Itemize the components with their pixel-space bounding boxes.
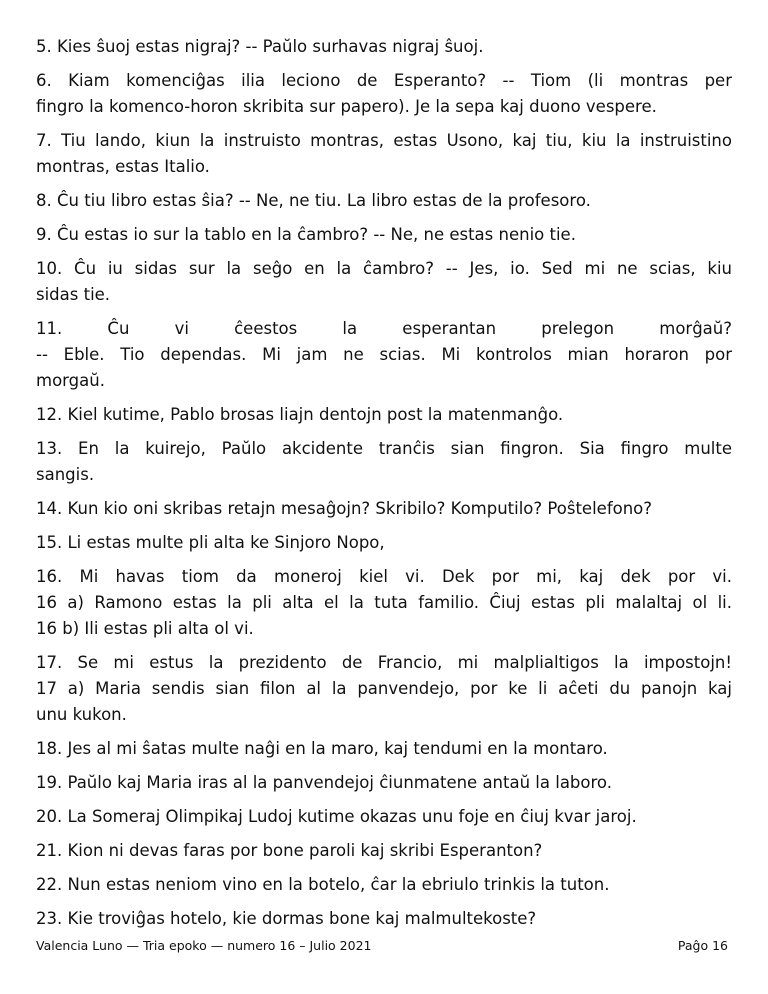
exercise-item bbox=[36, 650, 732, 728]
exercise-item bbox=[36, 436, 732, 488]
exercise-item bbox=[36, 496, 732, 522]
exercise-item bbox=[36, 906, 732, 932]
exercise-line: 11. Ĉu vi ĉeestos la esperantan prelegon morĝaŭ? bbox=[36, 319, 732, 338]
exercise-line: 12. Kiel kutime, Pablo brosas liajn dentojn post la matenmanĝo. bbox=[36, 405, 564, 424]
exercise-line: 20. La Someraj Olimpikaj Ludoj kutime okazas unu foje en ĉiuj kvar jaroj. bbox=[36, 807, 637, 826]
exercise-line: 16 b) Ili estas pli alta ol vi. bbox=[36, 619, 254, 638]
footer-page-number: Paĝo 16 bbox=[677, 938, 728, 953]
exercise-item bbox=[36, 316, 732, 394]
exercise-line: montras, estas Italio. bbox=[36, 157, 210, 176]
exercise-line: fingro la komenco-horon skribita sur papero). Je la sepa kaj duono vespere. bbox=[36, 97, 657, 116]
footer-publication: Valencia Luno — Tria epoko — numero 16 – Julio 2021 bbox=[36, 938, 372, 953]
exercise-line: 23. Kie troviĝas hotelo, kie dormas bone kaj malmultekoste? bbox=[36, 909, 537, 928]
page-footer bbox=[36, 938, 728, 953]
exercise-line: 15. Li estas multe pli alta ke Sinjoro Nopo, bbox=[36, 533, 385, 552]
exercise-line: 16 a) Ramono estas la pli alta el la tuta familio. Ĉiuj estas pli malaltaj ol li. bbox=[36, 593, 732, 612]
exercise-item bbox=[36, 68, 732, 120]
exercise-line: 18. Jes al mi ŝatas multe naĝi en la maro, kaj tendumi en la montaro. bbox=[36, 739, 608, 758]
exercise-item bbox=[36, 222, 732, 248]
exercise-item bbox=[36, 564, 732, 642]
exercise-line: 21. Kion ni devas faras por bone paroli kaj skribi Esperanton? bbox=[36, 841, 543, 860]
exercise-line: 8. Ĉu tiu libro estas ŝia? -- Ne, ne tiu. La libro estas de la profesoro. bbox=[36, 191, 591, 210]
exercise-line: -- Eble. Tio dependas. Mi jam ne scias. Mi kontrolos mian horaron por bbox=[36, 345, 732, 364]
exercise-line: 19. Paŭlo kaj Maria iras al la panvendejoj ĉiunmatene antaŭ la laboro. bbox=[36, 773, 612, 792]
exercise-line: unu kukon. bbox=[36, 705, 127, 724]
exercise-item bbox=[36, 872, 732, 898]
exercise-line: 14. Kun kio oni skribas retajn mesaĝojn? Skribilo? Komputilo? Poŝtelefono? bbox=[36, 499, 653, 518]
exercise-line: 5. Kies ŝuoj estas nigraj? -- Paŭlo surhavas nigraj ŝuoj. bbox=[36, 37, 484, 56]
exercise-line: 16. Mi havas tiom da moneroj kiel vi. Dek por mi, kaj dek por vi. bbox=[36, 567, 732, 586]
exercise-line: 22. Nun estas neniom vino en la botelo, ĉar la ebriulo trinkis la tuton. bbox=[36, 875, 610, 894]
exercise-item bbox=[36, 402, 732, 428]
exercise-item bbox=[36, 188, 732, 214]
exercise-item bbox=[36, 128, 732, 180]
exercise-line: 7. Tiu lando, kiun la instruisto montras, estas Usono, kaj tiu, kiu la instruistino bbox=[36, 131, 732, 150]
exercise-line: 6. Kiam komenciĝas ilia leciono de Esperanto? -- Tiom (li montras per bbox=[36, 71, 732, 90]
exercise-line: 9. Ĉu estas io sur la tablo en la ĉambro? -- Ne, ne estas nenio tie. bbox=[36, 225, 576, 244]
exercise-item bbox=[36, 530, 732, 556]
exercise-item bbox=[36, 770, 732, 796]
exercise-item bbox=[36, 804, 732, 830]
exercise-item bbox=[36, 838, 732, 864]
exercise-item bbox=[36, 34, 732, 60]
exercise-line: 10. Ĉu iu sidas sur la seĝo en la ĉambro? -- Jes, io. Sed mi ne scias, kiu bbox=[36, 259, 732, 278]
exercise-list bbox=[36, 34, 732, 940]
exercise-item bbox=[36, 736, 732, 762]
exercise-line: sidas tie. bbox=[36, 285, 111, 304]
exercise-line: 17 a) Maria sendis sian filon al la panvendejo, por ke li aĉeti du panojn kaj bbox=[36, 679, 732, 698]
exercise-item bbox=[36, 256, 732, 308]
exercise-line: morgaŭ. bbox=[36, 371, 105, 390]
exercise-line: sangis. bbox=[36, 465, 95, 484]
exercise-line: 13. En la kuirejo, Paŭlo akcidente tranĉis sian fingron. Sia fingro multe bbox=[36, 439, 732, 458]
exercise-line: 17. Se mi estus la prezidento de Francio, mi malplialtigos la impostojn! bbox=[36, 653, 732, 672]
